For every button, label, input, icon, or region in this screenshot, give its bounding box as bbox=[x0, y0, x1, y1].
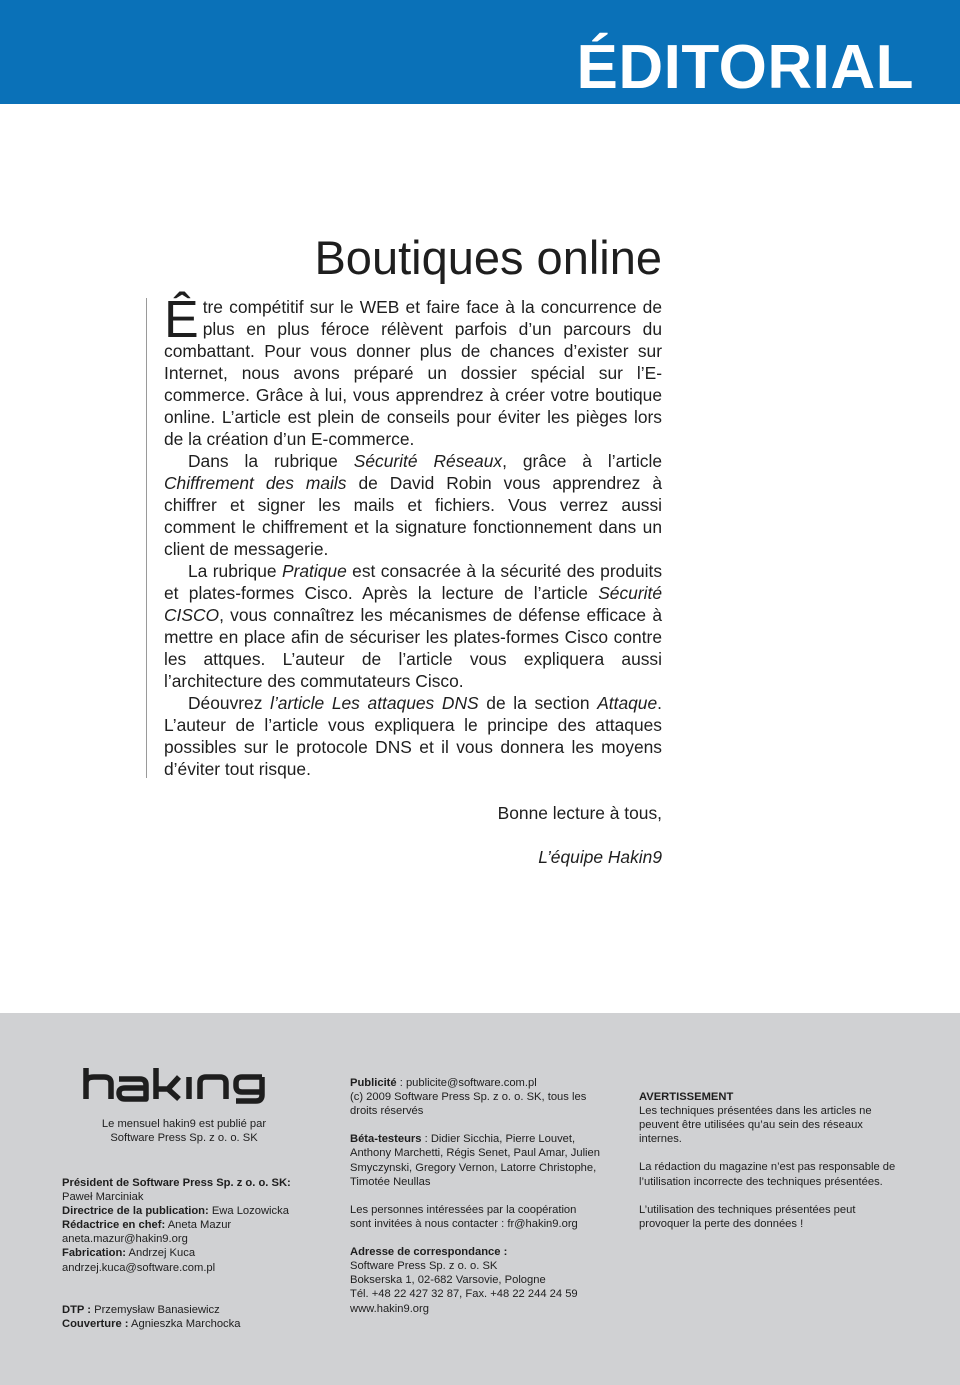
column-rule bbox=[146, 298, 147, 778]
credit-name: Paweł Marciniak bbox=[62, 1191, 144, 1204]
article-name: Sécurité CISCO bbox=[164, 583, 662, 625]
section-title: ÉDITORIAL bbox=[576, 33, 914, 102]
rubric-name: Sécurité Réseaux bbox=[353, 451, 503, 471]
address-line: Bokserska 1, 02-682 Varsovie, Pologne bbox=[350, 1274, 546, 1287]
credit-label: Président de Software Press Sp. z o. o. SK: bbox=[62, 1177, 291, 1189]
credit-name: Przemysław Banasiewicz bbox=[91, 1303, 220, 1316]
text-run: Dans la rubrique bbox=[188, 451, 354, 471]
credit-email: aneta.mazur@hakin9.org bbox=[62, 1233, 188, 1246]
section-name: Attaque bbox=[597, 693, 658, 713]
paragraph-attaque bbox=[164, 692, 662, 780]
publication-details bbox=[350, 1076, 600, 1316]
warning-notice bbox=[639, 1090, 901, 1231]
credit-label: Directrice de la publication: bbox=[62, 1205, 209, 1218]
staff-credits bbox=[62, 1176, 312, 1331]
cooperation-contact: Les personnes intéressées par la coopération sont invitées à nous contacter : fr@hakin9.org bbox=[350, 1203, 578, 1230]
advert-contact: : publicite@software.com.pl bbox=[396, 1077, 537, 1089]
warning-text: Les techniques présentées dans les articles ne peuvent être utilisées qu’au sein des réseaux internes. bbox=[639, 1105, 872, 1146]
text-run: de David Robin vous apprendrez à chiffrer et signer les mails et fichiers. Vous verrez aussi comment le chiffrement et la signature fonctionnement dans un client de messagerie. bbox=[164, 473, 662, 559]
text-run: Déouvrez bbox=[188, 693, 271, 713]
credit-email: andrzej.kuca@software.com.pl bbox=[62, 1261, 216, 1274]
paragraph-pratique bbox=[164, 560, 662, 692]
paragraph-securite-reseaux bbox=[164, 450, 662, 560]
article-title: Boutiques online bbox=[314, 231, 662, 284]
article-name: Chiffrement des mails bbox=[164, 473, 347, 493]
text-run: , grâce à l’article bbox=[502, 451, 663, 471]
publisher-line: Software Press Sp. z o. o. SK bbox=[110, 1132, 258, 1145]
credit-name: Andrzej Kuca bbox=[126, 1247, 196, 1260]
warning-text: La rédaction du magazine n’est pas responsable de l’utilisation incorrecte des techniques présentées. bbox=[639, 1161, 896, 1188]
drop-cap: Ê bbox=[164, 291, 199, 349]
warning-title: AVERTISSEMENT bbox=[639, 1091, 734, 1103]
text-run: est consacrée à la sécurité des produits et plates-formes Cisco. Après la lecture de l’article bbox=[164, 561, 663, 603]
closing-line: Bonne lecture à tous, bbox=[497, 803, 662, 823]
credit-label: DTP : bbox=[62, 1303, 92, 1316]
publisher-line: Le mensuel hakin9 est publié par bbox=[101, 1118, 267, 1130]
address-line: Tél. +48 22 427 32 87, Fax. +48 22 244 24 59 bbox=[350, 1288, 578, 1301]
credit-label: Rédactrice en chef: bbox=[62, 1219, 166, 1232]
credit-name: Agnieszka Marchocka bbox=[128, 1317, 241, 1330]
address-line: Software Press Sp. z o. o. SK bbox=[350, 1260, 498, 1273]
credit-label: Couverture : bbox=[62, 1317, 129, 1330]
article-name: l’article Les attaques DNS bbox=[270, 693, 479, 713]
text-run: La rubrique bbox=[188, 561, 282, 581]
editorial-article bbox=[164, 228, 662, 868]
warning-text: L’utilisation des techniques présentées peut provoquer la perte des données ! bbox=[639, 1203, 856, 1230]
address-line: www.hakin9.org bbox=[350, 1302, 429, 1315]
text-run: de la section bbox=[478, 693, 598, 713]
credit-label: Béta-testeurs bbox=[350, 1133, 422, 1146]
signature: L’équipe Hakin9 bbox=[538, 847, 662, 867]
credit-name: Aneta Mazur bbox=[165, 1219, 232, 1232]
publisher-info bbox=[62, 1117, 306, 1145]
text-run: . L’auteur de l’article vous expliquera le principe des attaques possibles sur le protocole DNS et il vous donnera les moyens d’éviter tout risque. bbox=[164, 693, 662, 779]
credit-label: Fabrication: bbox=[62, 1247, 127, 1260]
text-run: , vous connaîtrez les mécanismes de défense efficace à mettre en place afin de sécuriser les plates-formes Cisco contre les attques. L’auteur de l’article vous expliquera aussi l’architecture des commutateurs Cisco. bbox=[164, 605, 662, 691]
credit-label: Publicité bbox=[350, 1077, 397, 1089]
paragraph-intro-text: tre compétitif sur le WEB et faire face à la concurrence de plus en plus féroce rélèvent parfois d’un parcours du combattant. Pour vous donner plus de chances d’exister sur Internet, nous avons préparé un dossier spécial sur l’E-commerce. Grâce à lui, vous apprendrez à créer votre boutique online. L’article est plein de conseils pour éviter les pièges lors de la création d’un E-commerce. bbox=[164, 297, 662, 449]
hakin9-logo bbox=[82, 1064, 278, 1104]
copyright-notice: (c) 2009 Software Press Sp. z o. o. SK, tous les droits réservés bbox=[350, 1091, 587, 1118]
credit-label: Adresse de correspondance : bbox=[350, 1246, 508, 1259]
rubric-name: Pratique bbox=[281, 561, 347, 581]
paragraph-intro bbox=[164, 291, 662, 450]
beta-testers: : Didier Sicchia, Pierre Louvet, Anthony Marchetti, Régis Senet, Paul Amar, Julien Smyczynski, Gregory Vernon, Latorre Christophe, Timotée Neullas bbox=[350, 1133, 600, 1188]
credit-name: Ewa Lozowicka bbox=[208, 1205, 289, 1218]
